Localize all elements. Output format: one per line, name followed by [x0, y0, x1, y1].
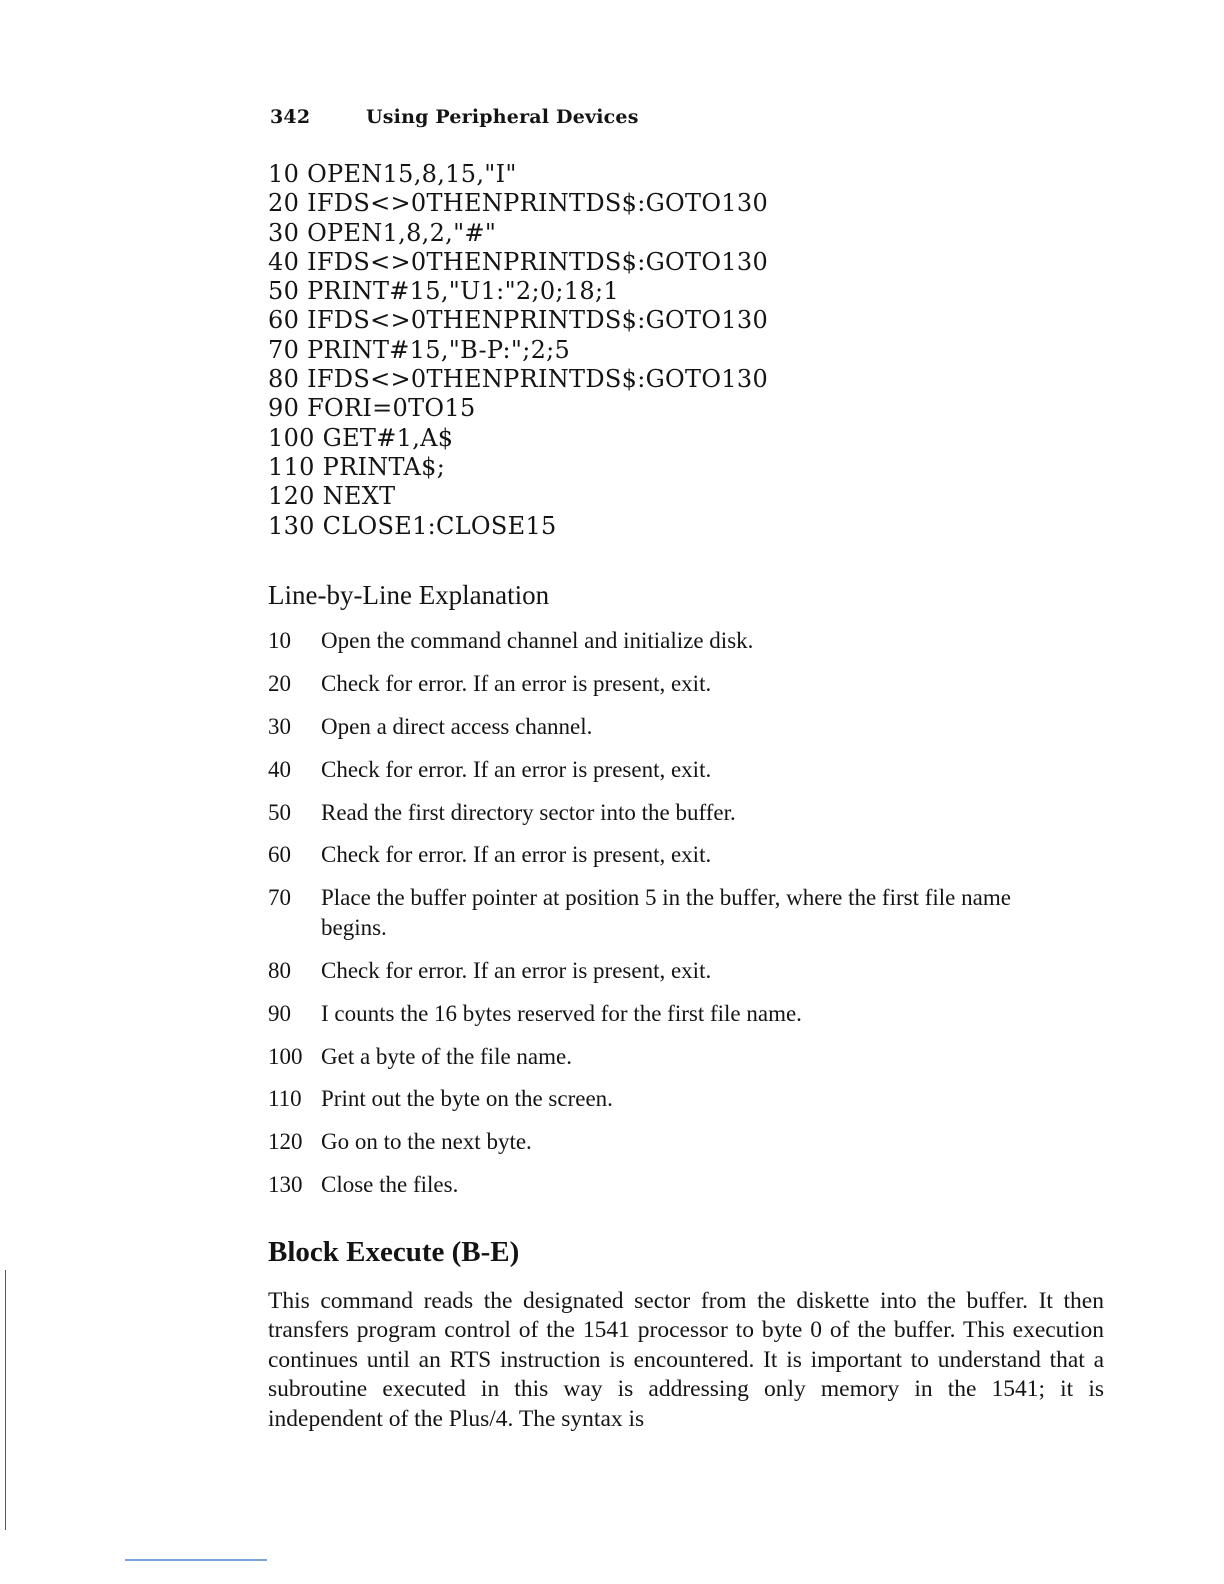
page-header [270, 106, 639, 128]
basic-program-listing [268, 160, 768, 541]
explanation-item [268, 1084, 1068, 1114]
code-line: 80 IFDS<>0THENPRINTDS$:GOTO130 [268, 365, 769, 394]
line-number: 100 [268, 1043, 303, 1069]
explanation-item [268, 1127, 1068, 1157]
explanation-item [268, 669, 1068, 699]
code-line: 120 NEXT [268, 482, 396, 511]
code-line: 10 OPEN15,8,15,"I" [268, 160, 517, 188]
code-line: 70 PRINT#15,"B-P:";2;5 [268, 335, 571, 364]
line-number: 60 [268, 842, 291, 868]
explanation-item [268, 1170, 1068, 1200]
line-description: Close the files. [321, 1172, 459, 1198]
line-number: 90 [268, 1000, 291, 1026]
explanation-item [268, 999, 1068, 1029]
line-description: Print out the byte on the screen. [321, 1086, 613, 1112]
explanation-item [268, 840, 1068, 870]
line-number: 20 [268, 670, 291, 696]
line-description: Check for error. If an error is present, exit. [321, 957, 712, 983]
code-line: 90 FORI=0TO15 [268, 394, 476, 423]
code-line: 40 IFDS<>0THENPRINTDS$:GOTO130 [268, 247, 769, 276]
explanation-item [268, 712, 1068, 742]
code-line: 30 OPEN1,8,2,"#" [268, 218, 497, 247]
explanation-item [268, 883, 1068, 942]
line-number: 40 [268, 756, 291, 782]
line-description: Open the command channel and initialize disk. [321, 628, 754, 653]
line-number: 80 [268, 957, 291, 983]
code-line: 100 GET#1,A$ [268, 423, 454, 452]
line-description: Get a byte of the file name. [321, 1043, 572, 1069]
explanation-list [268, 626, 1068, 1213]
line-number: 130 [268, 1172, 303, 1198]
line-description: Place the buffer pointer at position 5 in the buffer, where the first file name begins. [321, 885, 1011, 940]
line-number: 120 [268, 1129, 303, 1155]
line-number: 110 [268, 1086, 302, 1112]
scan-margin-line [5, 1270, 6, 1530]
line-description: Check for error. If an error is present, exit. [321, 756, 712, 782]
code-line: 110 PRINTA$; [268, 452, 446, 481]
code-line: 50 PRINT#15,"U1:"2;0;18;1 [268, 277, 619, 306]
line-description: Open a direct access channel. [321, 713, 593, 739]
line-description: Check for error. If an error is present, exit. [321, 842, 712, 868]
line-number: 70 [268, 885, 291, 911]
line-description: Check for error. If an error is present, exit. [321, 670, 712, 696]
line-number: 50 [268, 799, 291, 825]
code-line: 20 IFDS<>0THENPRINTDS$:GOTO130 [268, 189, 769, 218]
line-description: I counts the 16 bytes reserved for the first file name. [321, 1000, 802, 1026]
line-description: Read the first directory sector into the buffer. [321, 799, 736, 825]
explanation-item [268, 956, 1068, 986]
explanation-item [268, 798, 1068, 828]
explanation-heading: Line-by-Line Explanation [268, 580, 550, 610]
line-number: 30 [268, 713, 291, 739]
explanation-item [268, 626, 1068, 656]
running-title: Using Peripheral Devices [366, 106, 639, 128]
explanation-item [268, 1042, 1068, 1072]
section-title: Block Execute (B-E) [268, 1236, 520, 1268]
line-number: 10 [268, 628, 291, 653]
explanation-item [268, 755, 1068, 785]
scan-bottom-rule [125, 1559, 267, 1561]
code-line: 60 IFDS<>0THENPRINTDS$:GOTO130 [268, 306, 769, 335]
line-description: Go on to the next byte. [321, 1129, 532, 1155]
section-body: This command reads the designated sector from the diskette into the buffer. It then transfers program control of the 1541 processor to byte 0 of the buffer. This execution continues until an RTS instruction is encountered. It is important to understand that a subroutine executed in this way is addressing only memory in the 1541; it is independent of the Plus/4. The syntax is [268, 1288, 1104, 1432]
code-line: 130 CLOSE1:CLOSE15 [268, 511, 557, 540]
page-number: 342 [270, 106, 311, 128]
